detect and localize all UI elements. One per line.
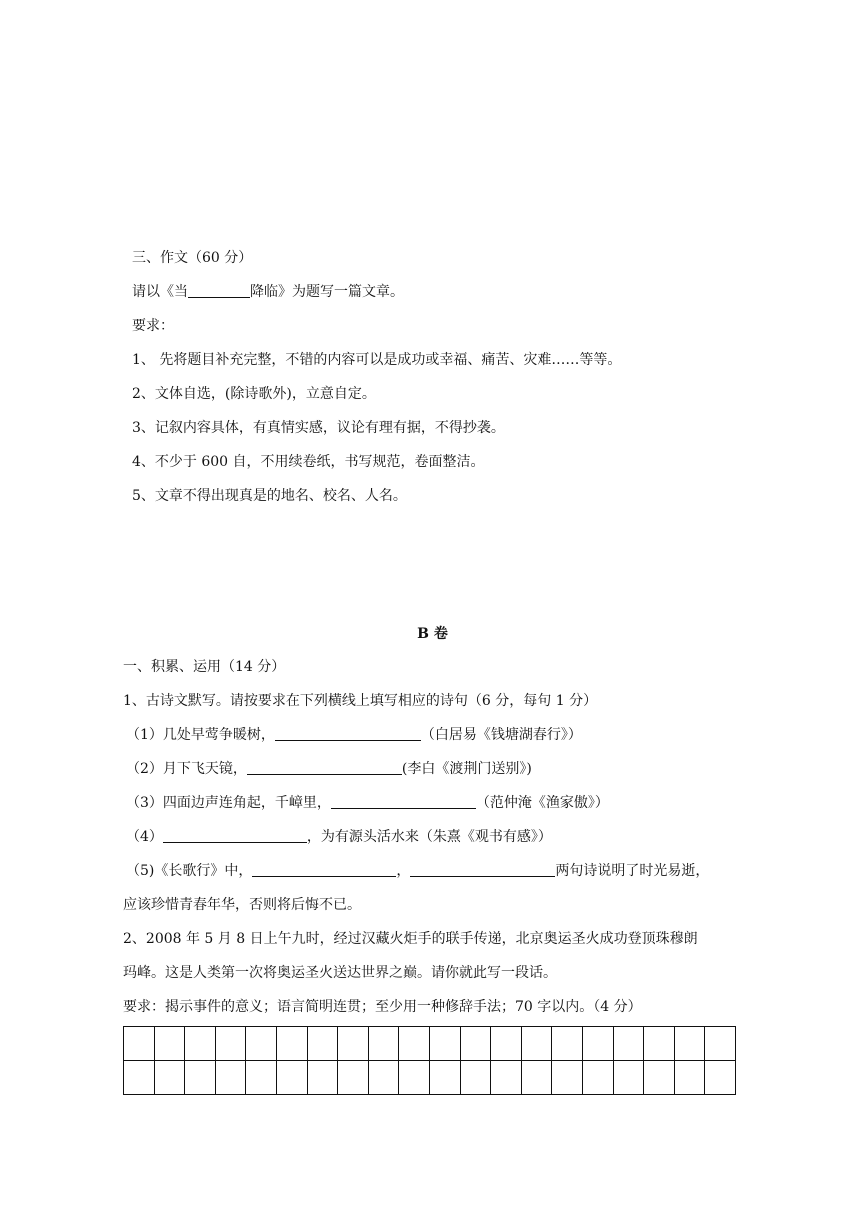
q1-2-blank[interactable] [247,760,402,775]
grid-row [124,1027,736,1061]
section3-heading: 三、作文（60 分） [132,250,253,266]
grid-cell[interactable] [124,1027,155,1061]
grid-row [124,1061,736,1095]
grid-cell[interactable] [124,1061,155,1095]
section3-req-label: 要求： [132,318,174,334]
q1-5-text: （5)《长歌行》中， [126,863,253,879]
q1-2-source: (李白《渡荆门送别》) [401,761,532,777]
grid-cell[interactable] [674,1061,705,1095]
q1-5-blank-a[interactable] [252,862,396,877]
question-1-2 [126,759,532,779]
answer-grid [123,1026,736,1095]
grid-cell[interactable] [399,1027,430,1061]
grid-cell[interactable] [613,1027,644,1061]
grid-cell[interactable] [154,1061,185,1095]
grid-cell[interactable] [491,1027,522,1061]
grid-cell[interactable] [674,1027,705,1061]
question-1-3 [126,793,609,813]
q1-3-source: （范仲淹《渔家傲》） [475,795,609,811]
grid-cell[interactable] [215,1027,246,1061]
question-1-1 [126,725,582,745]
part-b-title: B 卷 [417,626,448,642]
grid-cell[interactable] [338,1061,369,1095]
requirement-5: 5、文章不得出现真是的地名、校名、人名。 [132,488,407,504]
q1-1-blank[interactable] [275,726,421,741]
grid-cell[interactable] [276,1061,307,1095]
grid-cell[interactable] [246,1027,277,1061]
question-1: 1、古诗文默写。请按要求在下列横线上填写相应的诗句（6 分，每句 1 分） [123,693,598,709]
grid-cell[interactable] [185,1061,216,1095]
q1-3-text: （3）四面边声连角起，千嶂里， [126,795,331,811]
grid-cell[interactable] [644,1061,675,1095]
question-1-4 [126,827,552,847]
q1-4-blank[interactable] [163,828,307,843]
q1-5-comma: ， [396,863,411,879]
grid-cell[interactable] [521,1061,552,1095]
requirement-4: 4、不少于 600 自，不用续卷纸，书写规范，卷面整洁。 [132,454,485,470]
grid-cell[interactable] [215,1061,246,1095]
section3-prompt [132,282,404,302]
question-1-5-continued: 应该珍惜青春年华，否则将后悔不已。 [123,897,361,913]
question-2-line-1: 2、2008 年 5 月 8 日上午九时，经过汉藏火炬手的联手传递，北京奥运圣火成功登顶珠穆朗 [123,931,698,947]
grid-cell[interactable] [399,1061,430,1095]
q1-5-blank-b[interactable] [410,862,555,877]
grid-cell[interactable] [368,1027,399,1061]
q1-3-blank[interactable] [331,794,476,809]
grid-cell[interactable] [582,1027,613,1061]
grid-cell[interactable] [276,1027,307,1061]
prompt-after: 降临》为题写一篇文章。 [250,284,404,300]
grid-cell[interactable] [552,1027,583,1061]
question-1-5 [126,861,709,881]
grid-cell[interactable] [185,1027,216,1061]
requirement-3: 3、记叙内容具体，有真情实感，议论有理有据，不得抄袭。 [132,420,505,436]
q1-2-text: （2）月下飞天镜， [126,761,247,777]
question-2-requirements: 要求：揭示事件的意义；语言简明连贯；至少用一种修辞手法；70 字以内。（4 分） [123,999,642,1015]
grid-cell[interactable] [644,1027,675,1061]
requirement-2: 2、文体自选，(除诗歌外)，立意自定。 [132,386,376,402]
question-2-line-2: 玛峰。这是人类第一次将奥运圣火送达世界之巅。请你就此写一段话。 [123,965,557,981]
grid-cell[interactable] [338,1027,369,1061]
grid-cell[interactable] [368,1061,399,1095]
grid-cell[interactable] [705,1027,736,1061]
prompt-before: 请以《当 [132,284,188,300]
grid-cell[interactable] [154,1027,185,1061]
q1-4-source: ，为有源头活水来（朱熹《观书有感》） [306,829,552,845]
grid-cell[interactable] [552,1061,583,1095]
q1-4-text: （4） [126,829,163,845]
grid-cell[interactable] [307,1061,338,1095]
q1-5-tail: 两句诗说明了时光易逝， [555,863,710,879]
grid-cell[interactable] [307,1027,338,1061]
grid-cell[interactable] [429,1027,460,1061]
grid-cell[interactable] [491,1061,522,1095]
requirement-1: 1、 先将题目补充完整，不错的内容可以是成功或幸福、痛苦、灾难……等等。 [132,352,622,368]
grid-cell[interactable] [246,1061,277,1095]
part-b-heading: 一、积累、运用（14 分） [123,659,286,675]
title-blank[interactable] [188,283,250,298]
grid-cell[interactable] [705,1061,736,1095]
grid-cell[interactable] [460,1027,491,1061]
grid-cell[interactable] [460,1061,491,1095]
q1-1-source: （白居易《钱塘湖春行》） [420,727,582,743]
grid-cell[interactable] [582,1061,613,1095]
q1-1-text: （1）几处早莺争暖树， [126,727,275,743]
grid-cell[interactable] [429,1061,460,1095]
grid-cell[interactable] [521,1027,552,1061]
grid-cell[interactable] [613,1061,644,1095]
